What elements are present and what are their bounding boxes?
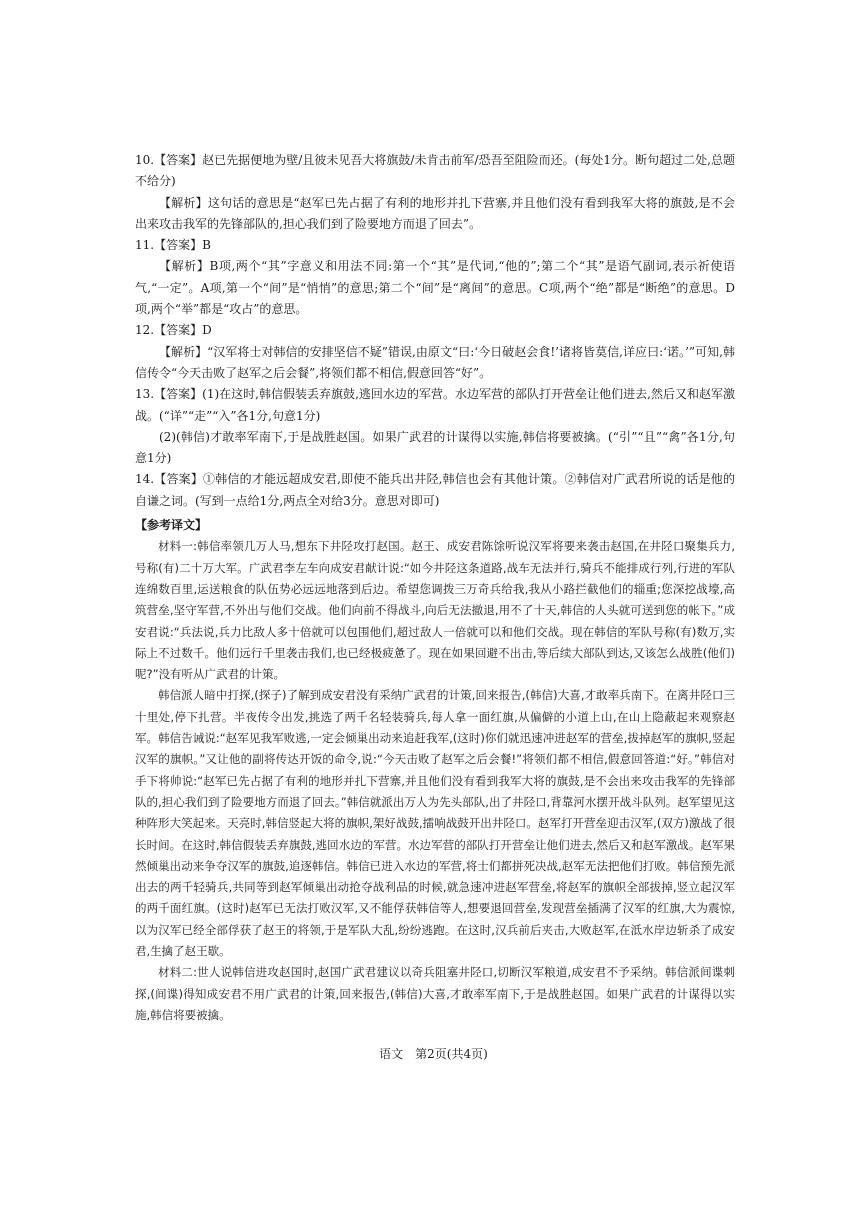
answer-content <box>135 150 735 1026</box>
answer-11: 11.【答案】B <box>135 238 211 253</box>
answer-13-part-1: 13.【答案】(1)在这时,韩信假装丢弃旗鼓,逃回水边的军营。水边军营的部队打开营垒让他们进去,然后又和赵军激战。(“详”“走”“入”各1分,句意1分) <box>135 387 735 423</box>
analysis-11: 【解析】B项,两个“其”字意义和用法不同:第一个“其”是代词,“他的”;第二个“其”是语气副词,表示祈使语气,“一定”。A项,第一个“间”是“悄悄”的意思;第二个“间”是“离间”的意思。C项,两个“绝”都是“断绝”的意思。D项,两个“举”都是“攻占”的意思。 <box>135 259 735 317</box>
reference-translation-heading: 【参考译文】 <box>135 518 208 533</box>
answer-10: 10.【答案】赵已先据便地为壁/且彼未见吾大将旗鼓/未肯击前军/恐吾至阻险而还。(每处1分。断句超过二处,总题不给分) <box>135 153 735 189</box>
page-footer: 语文 第2页(共4页) <box>379 1047 488 1061</box>
answer-14: 14.【答案】①韩信的才能远超成安君,即使不能兵出井陉,韩信也会有其他计策。②韩信对广武君所说的话是他的自谦之词。(写到一点给1分,两点全对给3分。意思对即可) <box>135 472 735 508</box>
answer-13-part-2: (2)(韩信)才敢率军南下,于是战胜赵国。如果广武君的计谋得以实施,韩信将要被擒。(“引”“且”“禽”各1分,句意1分) <box>135 429 735 466</box>
answer-12: 12.【答案】D <box>135 323 212 338</box>
translation-material-2: 材料二:世人说韩信进攻赵国时,赵国广武君建议以奇兵阻塞井陉口,切断汉军粮道,成安君不予采纳。韩信派间谍刺探,(间谍)得知成安君不用广武君的计策,回来报告,(韩信)大喜,才敢率军南下,于是战胜赵国。如果广武君的计谋得以实施,韩信将要被擒。 <box>135 965 735 1022</box>
translation-material-1: 材料一:韩信率领几万人马,想东下井陉攻打赵国。赵王、成安君陈馀听说汉军将要来袭击赵国,在井陉口聚集兵力,号称(有)二十万大军。广武君李左车向成安君献计说:“如今井陉这条道路,战车无法并行,骑兵不能排成行列,行进的军队连绵数百里,运送粮食的队伍势必远远地落到后边。希望您调拨三万奇兵给我,我从小路拦截他们的辎重;您深挖战壕,高筑营垒,坚守军营,不外出与他们交战。他们向前不得战斗,向后无法撤退,用不了十天,韩信的人头就可送到您的帐下。”成安君说:“兵法说,兵力比敌人多十倍就可以包围他们,超过敌人一倍就可以和他们交战。现在韩信的军队号称(有)数万,实际上不过数千。他们远行千里袭击我们,也已经极疲惫了。现在如果回避不出击,等后续大部队到达,又该怎么战胜(他们)呢?”没有听从广武君的计策。 <box>135 539 735 682</box>
analysis-12: 【解析】“汉军将士对韩信的安排坚信不疑”错误,由原文“曰:‘今日破赵会食!’诸将皆莫信,详应曰:‘诺。’”可知,韩信传令“今天击败了赵军之后会餐”,将领们都不相信,假意回答“好”。 <box>135 344 735 380</box>
analysis-10: 【解析】这句话的意思是“赵军已先占据了有利的地形并扎下营寨,并且他们没有看到我军大将的旗鼓,是不会出来攻击我军的先锋部队的,担心我们到了险要地方而退了回去”。 <box>135 195 735 231</box>
translation-material-1-continued: 韩信派人暗中打探,(探子)了解到成安君没有采纳广武君的计策,回来报告,(韩信)大喜,才敢率兵南下。在离井陉口三十里处,停下扎营。半夜传令出发,挑选了两千名轻装骑兵,每人拿一面红旗,从偏僻的小道上山,在山上隐蔽起来观察赵军。韩信告诫说:“赵军见我军败逃,一定会倾巢出动来追赶我军,(这时)你们就迅速冲进赵军的营垒,拔掉赵军的旗帜,竖起汉军的旗帜。”又让他的副将传达开饭的命令,说:“今天击败了赵军之后会餐!”将领们都不相信,假意回答道:“好。”韩信对手下将帅说:“赵军已先占据了有利的地形并扎下营寨,并且他们没有看到我军大将的旗鼓,是不会出来攻击我军的先锋部队的,担心我们到了险要地方而退了回去。”韩信就派出万人为先头部队,出了井陉口,背靠河水摆开战斗队列。赵军望见这种阵形大笑起来。天亮时,韩信竖起大将的旗帜,架好战鼓,擂响战鼓开出井陉口。赵军打开营垒迎击汉军,(双方)激战了很长时间。在这时,韩信假装丢弃旗鼓,逃回水边的军营。水边军营的部队打开营垒让他们进去,然后又和赵军激战。赵军果然倾巢出动来争夺汉军的旗鼓,追逐韩信。韩信已进入水边的军营,将士们都拼死决战,赵军无法把他们打败。韩信预先派出去的两千轻骑兵,共同等到赵军倾巢出动抢夺战利品的时候,就急速冲进赵军营垒,将赵军的旗帜全部拔掉,竖立起汉军的两千面红旗。(这时)赵军已无法打败汉军,又不能俘获韩信等人,想要退回营垒,发现营垒插满了汉军的红旗,大为震惊,以为汉军已经全部俘获了赵王的将领,于是军队大乱,纷纷逃跑。在这时,汉兵前后夹击,大败赵军,在泜水岸边斩杀了成安君,生擒了赵王歇。 <box>135 688 735 958</box>
